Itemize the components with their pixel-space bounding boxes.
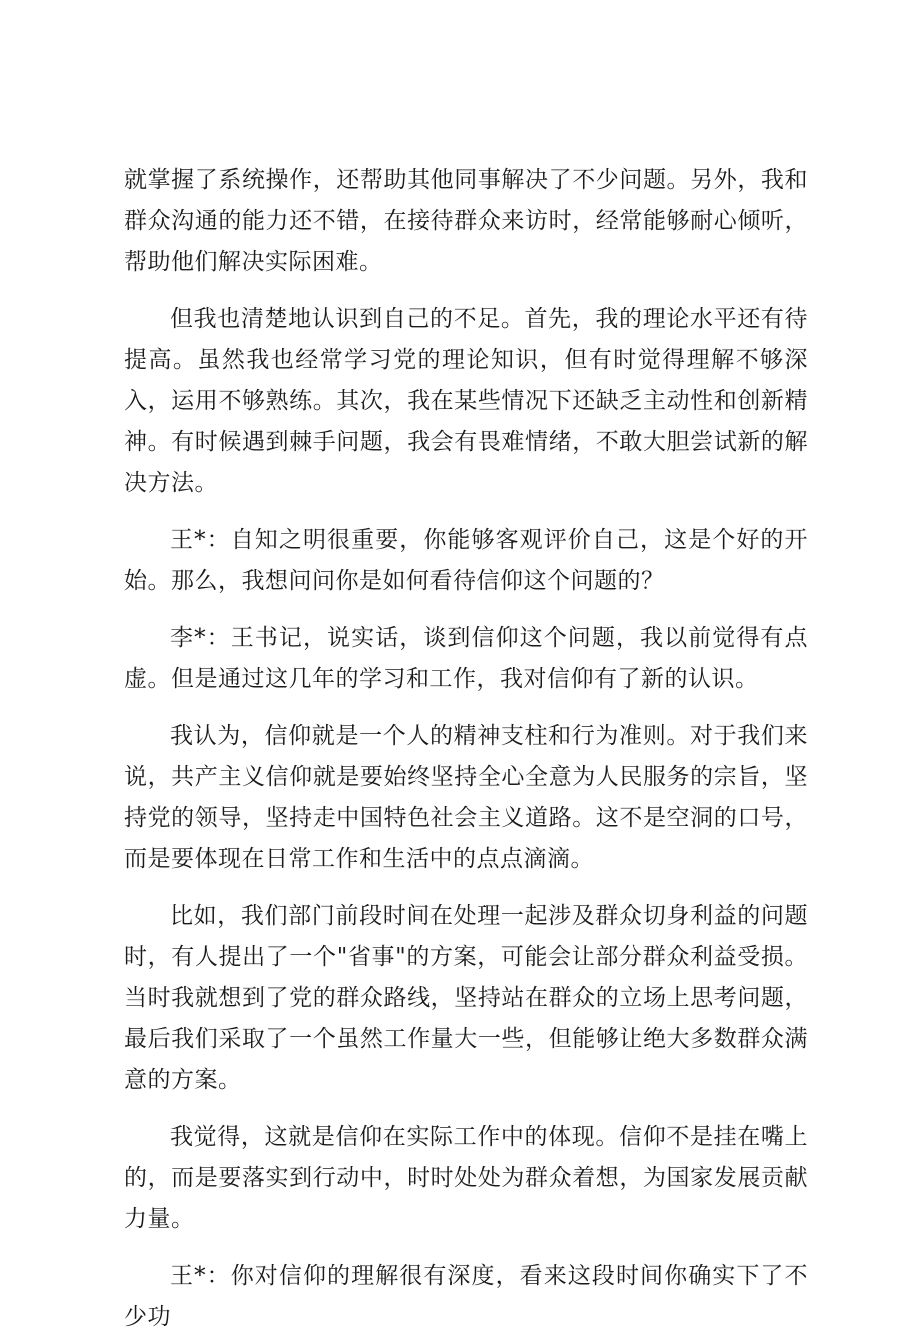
paragraph: 王*：自知之明很重要，你能够客观评价自己，这是个好的开始。那么，我想问问你是如何看待信仰这个问题的？ [124,527,808,594]
paragraph: 李*：王书记，说实话，谈到信仰这个问题，我以前觉得有点虚。但是通过这几年的学习和工作，我对信仰有了新的认识。 [124,625,808,692]
paragraph: 我觉得，这就是信仰在实际工作中的体现。信仰不是挂在嘴上的，而是要落实到行动中，时时处处为群众着想，为国家发展贡献力量。 [124,1124,808,1232]
paragraph: 王*：你对信仰的理解很有深度，看来这段时间你确实下了不少功 [124,1263,808,1330]
paragraph: 我认为，信仰就是一个人的精神支柱和行为准则。对于我们来说，共产主义信仰就是要始终坚持全心全意为人民服务的宗旨，坚持党的领导，坚持走中国特色社会主义道路。这不是空洞的口号，而是要体现在日常工作和生活中的点点滴滴。 [124,723,808,872]
paragraph: 就掌握了系统操作，还帮助其他同事解决了不少问题。另外，我和群众沟通的能力还不错，在接待群众来访时，经常能够耐心倾听，帮助他们解决实际困难。 [124,167,808,275]
paragraph: 但我也清楚地认识到自己的不足。首先，我的理论水平还有待提高。虽然我也经常学习党的理论知识，但有时觉得理解不够深入，运用不够熟练。其次，我在某些情况下还缺乏主动性和创新精神。有时候遇到棘手问题，我会有畏难情绪，不敢大胆尝试新的解决方法。 [124,306,808,496]
paragraph: 比如，我们部门前段时间在处理一起涉及群众切身利益的问题时，有人提出了一个"省事"的方案，可能会让部分群众利益受损。当时我就想到了党的群众路线，坚持站在群众的立场上思考问题，最后我们采取了一个虽然工作量大一些，但能够让绝大多数群众满意的方案。 [124,903,808,1093]
document-body [124,160,808,1338]
